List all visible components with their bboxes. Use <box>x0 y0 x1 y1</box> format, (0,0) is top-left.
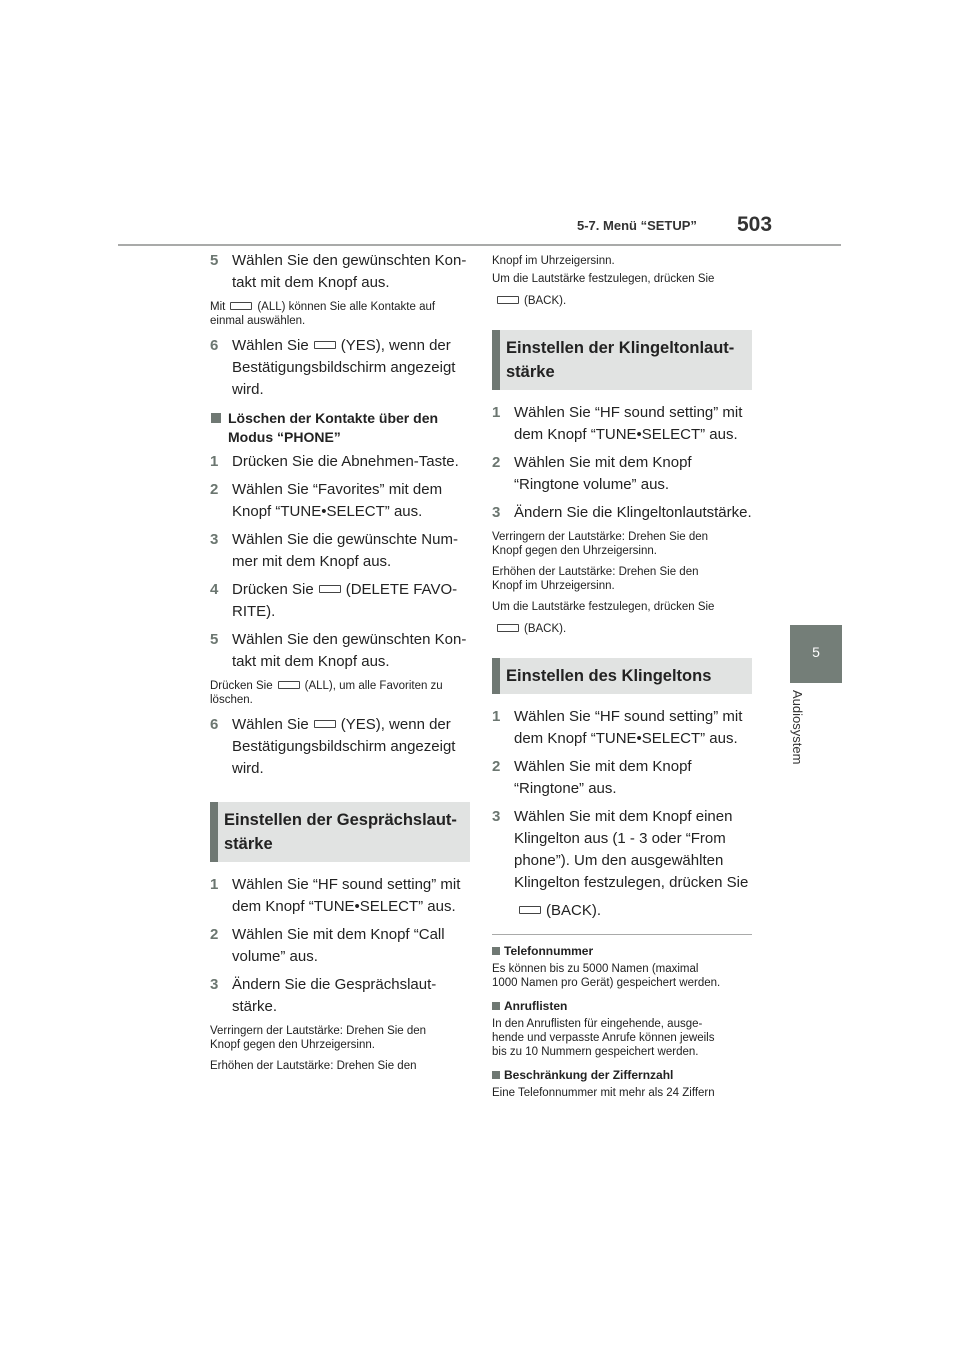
bullet-heading: Löschen der Kontakte über den Modus “PHONE” <box>210 409 470 447</box>
right-column <box>492 250 752 1107</box>
bullet-square-icon <box>492 947 500 955</box>
step-3: 3 Wählen Sie die gewünschte Num- mer mit dem Knopf aus. <box>210 531 458 570</box>
note-all-contacts: Mit (ALL) können Sie alle Kontakte auf einmal auswählen. <box>210 301 436 327</box>
call-step-1: 1 Wählen Sie “HF sound setting” mit dem Knopf “TUNE•SELECT” aus. <box>210 876 461 915</box>
chapter-label: Audiosystem <box>790 690 805 765</box>
bullet-square-icon <box>211 413 221 423</box>
info-divider <box>492 934 752 935</box>
button-icon <box>497 624 519 632</box>
ringtone-step-1: 1 Wählen Sie “HF sound setting” mit dem Knopf “TUNE•SELECT” aus. <box>492 708 743 747</box>
step-1: 1 Drücken Sie die Abnehmen-Taste. <box>210 453 459 470</box>
info-heading-phone-number: Telefonnummer <box>492 944 752 959</box>
step-6: 6 Wählen Sie (YES), wenn der Bestätigungsbildschirm angezeigt wird. <box>210 337 456 398</box>
step-4: 4 Drücken Sie (DELETE FAVO- RITE). <box>210 581 458 620</box>
button-icon <box>497 296 519 304</box>
step-5: 5 Wählen Sie den gewünschten Kon- takt mit dem Knopf aus. <box>210 252 467 291</box>
bullet-square-icon <box>492 1071 500 1079</box>
step-6b: 6 Wählen Sie (YES), wenn der Bestätigungsbildschirm angezeigt wird. <box>210 716 456 777</box>
note-set-ringvol: Um die Lautstärke festzulegen, drücken Sie (BACK). <box>492 601 715 635</box>
section-heading-ringtone-volume: Einstellen der Klingeltonlaut- stärke <box>492 330 752 390</box>
chapter-number: 5 <box>812 644 820 660</box>
page-number: 503 <box>737 213 773 236</box>
button-icon <box>278 681 300 689</box>
note-continued: Knopf im Uhrzeigersinn. Um die Lautstärke festzulegen, drücken Sie (BACK). <box>492 255 715 307</box>
note-decrease-ringvol: Verringern der Lautstärke: Drehen Sie den Knopf gegen den Uhrzeigersinn. <box>492 531 709 557</box>
section-header: 5-7. Menü “SETUP” <box>577 218 697 233</box>
info-heading-digit-limit: Beschränkung der Ziffernzahl <box>492 1068 752 1083</box>
section-heading-call-volume: Einstellen der Gesprächslaut- stärke <box>210 802 470 862</box>
button-icon <box>230 302 252 310</box>
header-rule <box>118 244 841 246</box>
button-icon <box>314 341 336 349</box>
info-phone-number: Es können bis zu 5000 Namen (maximal 1000 Namen pro Gerät) gespeichert werden. <box>492 963 721 989</box>
step-2: 2 Wählen Sie “Favorites” mit dem Knopf “TUNE•SELECT” aus. <box>210 481 443 520</box>
info-call-lists: In den Anruflisten für eingehende, ausge- hende und verpasste Anrufe können jeweils bis zu 10 Nummern gespeichert werden. <box>492 1018 715 1058</box>
button-icon <box>519 906 541 914</box>
ringvol-step-2: 2 Wählen Sie mit dem Knopf “Ringtone volume” aus. <box>492 454 692 493</box>
left-column <box>210 250 470 1080</box>
ringtone-step-3: 3 Wählen Sie mit dem Knopf einen Klingelton aus (1 - 3 oder “From phone”). Um den ausgewählten Klingelton festzulegen, drücken Sie (BACK). <box>492 808 749 919</box>
bullet-square-icon <box>492 1002 500 1010</box>
step-5b: 5 Wählen Sie den gewünschten Kon- takt mit dem Knopf aus. <box>210 631 467 670</box>
ringvol-step-1: 1 Wählen Sie “HF sound setting” mit dem Knopf “TUNE•SELECT” aus. <box>492 404 743 443</box>
info-heading-call-lists: Anruflisten <box>492 999 752 1014</box>
ringtone-step-2: 2 Wählen Sie mit dem Knopf “Ringtone” aus. <box>492 758 692 797</box>
note-increase-ringvol: Erhöhen der Lautstärke: Drehen Sie den Knopf im Uhrzeigersinn. <box>492 566 699 592</box>
section-heading-ringtone: Einstellen des Klingeltons <box>492 658 752 694</box>
call-step-2: 2 Wählen Sie mit dem Knopf “Call volume” aus. <box>210 926 445 965</box>
button-icon <box>319 585 341 593</box>
note-decrease-volume: Verringern der Lautstärke: Drehen Sie den Knopf gegen den Uhrzeigersinn. <box>210 1025 427 1051</box>
call-step-3: 3 Ändern Sie die Gesprächslaut- stärke. <box>210 976 437 1015</box>
ringvol-step-3: 3 Ändern Sie die Klingeltonlautstärke. <box>492 504 752 521</box>
button-icon <box>314 720 336 728</box>
note-all-favorites: Drücken Sie (ALL), um alle Favoriten zu löschen. <box>210 680 443 706</box>
info-digit-limit: Eine Telefonnummer mit mehr als 24 Ziffern <box>492 1087 715 1099</box>
note-increase-volume: Erhöhen der Lautstärke: Drehen Sie den <box>210 1060 417 1072</box>
